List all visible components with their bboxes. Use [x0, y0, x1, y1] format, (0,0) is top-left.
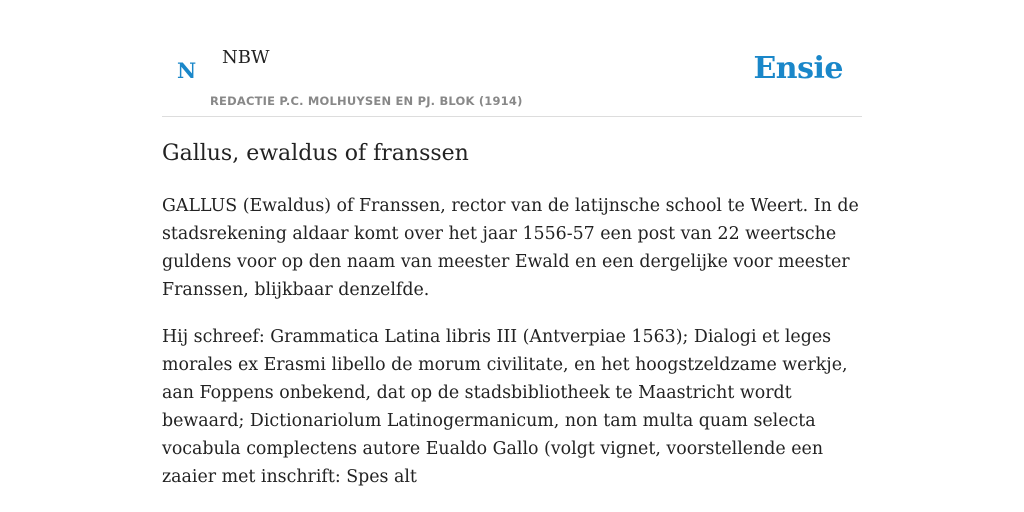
- page-title: Gallus, ewaldus of franssen: [162, 141, 469, 166]
- article-body: [162, 192, 862, 510]
- source-subtitle: REDACTIE P.C. MOLHUYSEN EN PJ. BLOK (1914): [210, 94, 523, 108]
- header: [162, 0, 862, 117]
- brand-logo[interactable]: Ensie: [753, 51, 843, 86]
- article-paragraph-1: GALLUS (Ewaldus) of Franssen, rector van de latijnsche school te Weert. In de stadsrekening aldaar komt over het jaar 1556-57 een post van 22 weertsche guldens voor op den naam van meester Ewald en een dergelijke voor meester Franssen, blijkbaar denzelfde.: [162, 196, 859, 300]
- source-logo[interactable]: N: [177, 58, 197, 83]
- article-paragraph-2: Hij schreef: Grammatica Latina libris III (Antverpiae 1563); Dialogi et leges morales ex Erasmi libello de morum civilitate, en het hoogstzeldzame werkje, aan Foppens onbekend, dat op de stadsbibliotheek te Maastricht wordt bewaard; Dictionariolum Latinogermanicum, non tam multa quam selecta vocabula complectens autore Eualdo Gallo (volgt vignet, voorstellende een zaaier met inschrift: Spes alt: [162, 327, 848, 487]
- source-name[interactable]: NBW: [222, 47, 270, 68]
